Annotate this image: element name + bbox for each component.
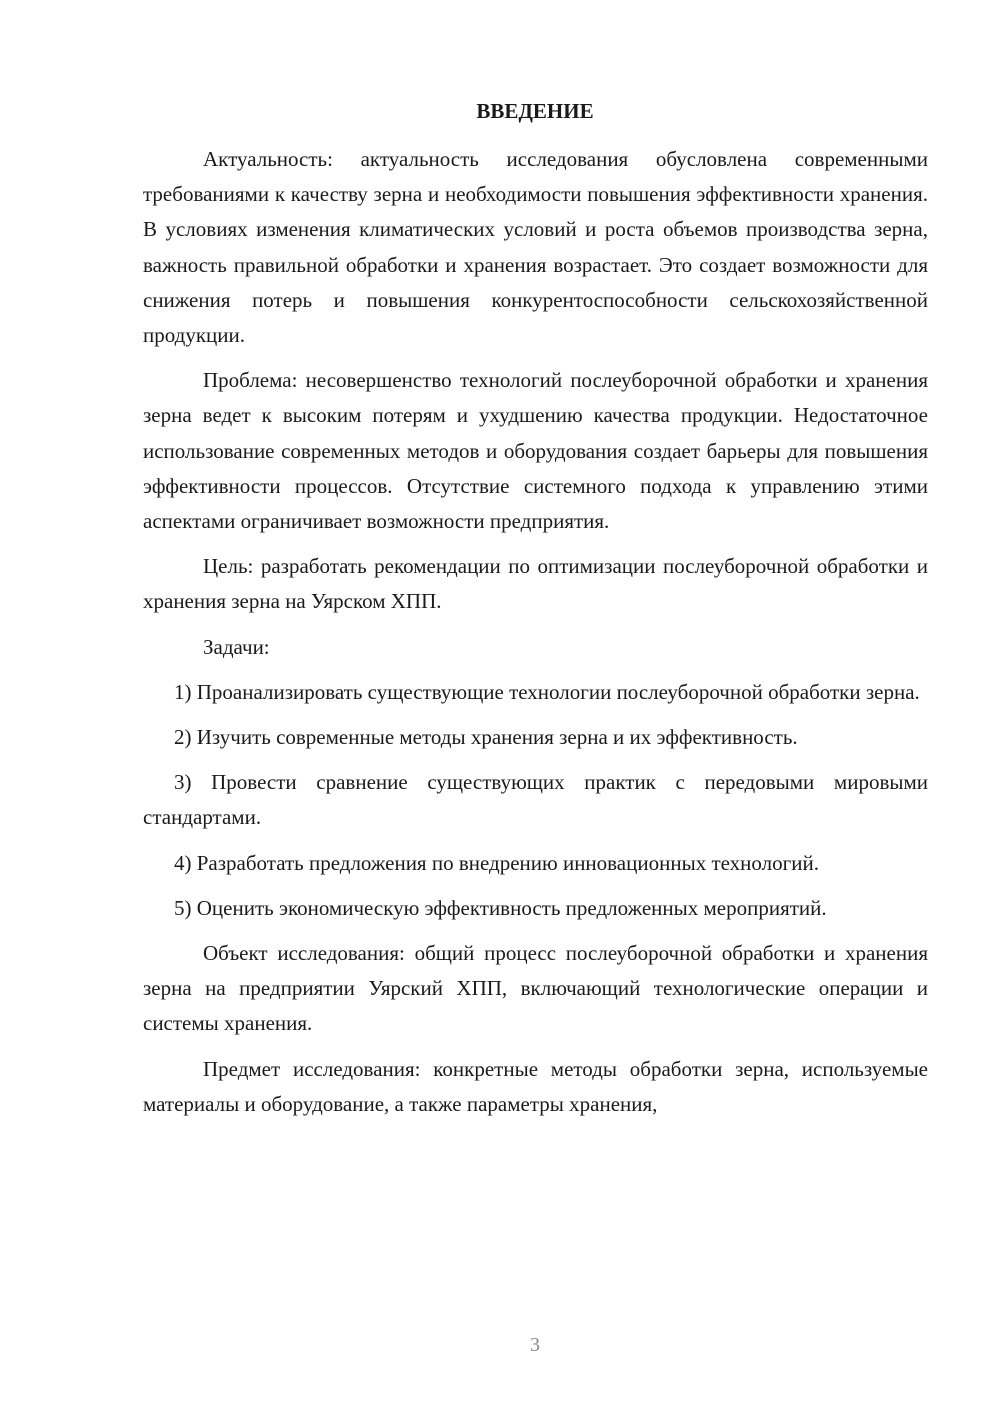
paragraph-object: Объект исследования: общий процесс послеуборочной обработки и хранения зерна на предприятии Уярский ХПП, включающий технологические операции и системы хранения. <box>143 941 928 1036</box>
paragraph-subject: Предмет исследования: конкретные методы обработки зерна, используемые материалы и оборудование, а также параметры хранения, <box>143 1056 928 1116</box>
list-item: 1) Проанализировать существующие технологии послеуборочной обработки зерна. <box>174 679 920 704</box>
tasks-heading: Задачи: <box>203 634 270 659</box>
list-item: 5) Оценить экономическую эффективность предложенных мероприятий. <box>174 895 827 920</box>
page-number: 3 <box>530 1334 540 1356</box>
section-title: ВВЕДЕНИЕ <box>476 99 594 123</box>
paragraph-problem: Проблема: несовершенство технологий послеуборочной обработки и хранения зерна ведет к высоким потерям и ухудшению качества продукции. Недостаточное использование современных методов и оборудования создает барьеры для повышения эффективности процессов. Отсутствие системного подхода к управлению этими аспектами ограничивает возможности предприятия. <box>143 368 928 534</box>
paragraph-relevance: Актуальность: актуальность исследования обусловлена современными требованиями к качеству зерна и необходимости повышения эффективности хранения. В условиях изменения климатических условий и роста объемов производства зерна, важность правильной обработки и хранения возрастает. Это создает возможности для снижения потерь и повышения конкурентоспособности сельскохозяйственной продукции. <box>143 147 928 348</box>
document-body <box>143 142 928 1132</box>
list-item: 2) Изучить современные методы хранения зерна и их эффективность. <box>174 725 798 750</box>
list-item: 4) Разработать предложения по внедрению инновационных технологий. <box>174 850 819 875</box>
paragraph-goal: Цель: разработать рекомендации по оптимизации послеуборочной обработки и хранения зерна на Уярском ХПП. <box>143 554 928 614</box>
list-item: 3) Провести сравнение существующих практик с передовыми мировыми стандартами. <box>143 770 928 830</box>
